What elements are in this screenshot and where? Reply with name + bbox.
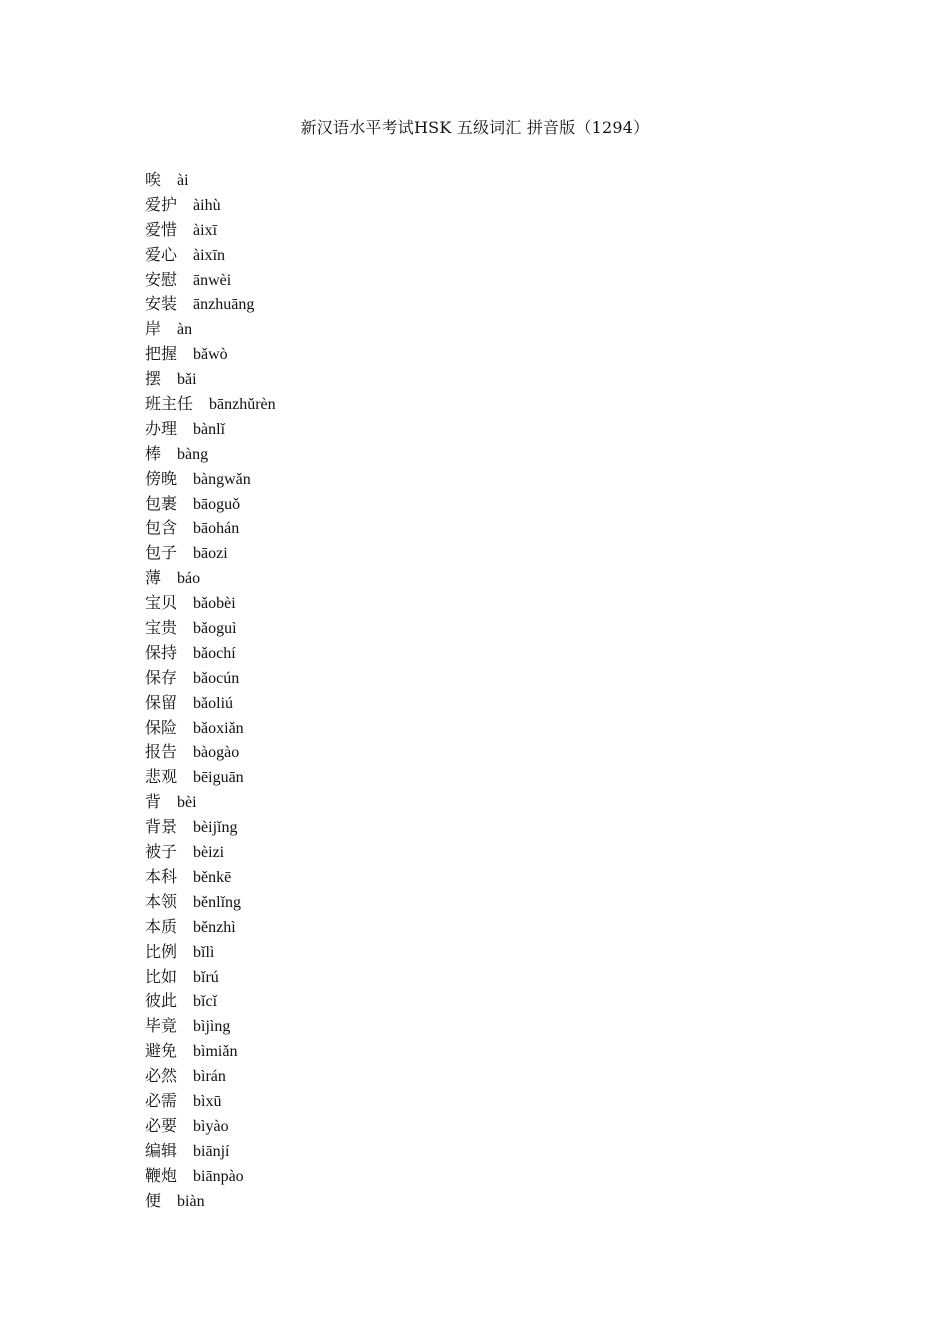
vocab-pinyin: bǎochí bbox=[193, 644, 236, 662]
vocab-pinyin: běnkē bbox=[193, 868, 232, 886]
vocab-entry bbox=[145, 168, 276, 193]
vocab-pinyin: bānzhǔrèn bbox=[209, 396, 276, 414]
vocab-word: 保留 bbox=[145, 692, 178, 712]
vocab-pinyin: báo bbox=[177, 570, 201, 588]
vocab-entry bbox=[145, 1189, 276, 1214]
vocab-pinyin: bǐlì bbox=[193, 943, 215, 961]
vocab-pinyin: àixī bbox=[193, 221, 218, 239]
vocab-word: 背 bbox=[145, 792, 162, 812]
vocab-word: 彼此 bbox=[145, 991, 178, 1011]
vocab-word: 包含 bbox=[145, 518, 178, 538]
vocab-word: 必然 bbox=[145, 1066, 178, 1086]
vocab-entry bbox=[145, 342, 276, 367]
vocab-pinyin: ānwèi bbox=[193, 271, 232, 289]
vocab-word: 包子 bbox=[145, 543, 178, 563]
vocab-pinyin: àixīn bbox=[193, 246, 226, 264]
vocab-entry bbox=[145, 940, 276, 965]
document-title: 新汉语水平考试HSK 五级词汇 拼音版（1294） bbox=[300, 118, 650, 137]
vocab-word: 岸 bbox=[145, 319, 162, 339]
vocab-entry bbox=[145, 417, 276, 442]
vocab-word: 保持 bbox=[145, 642, 178, 662]
vocab-word: 安装 bbox=[145, 294, 178, 314]
vocab-entry bbox=[145, 616, 276, 641]
vocab-pinyin: bāozi bbox=[193, 545, 228, 563]
vocab-word: 摆 bbox=[145, 369, 162, 389]
vocab-word: 本质 bbox=[145, 916, 178, 936]
vocab-entry bbox=[145, 467, 276, 492]
vocab-entry bbox=[145, 591, 276, 616]
vocabulary-list bbox=[145, 168, 276, 1213]
vocab-word: 宝贝 bbox=[145, 593, 178, 613]
vocab-pinyin: bàng bbox=[177, 445, 209, 463]
vocab-entry bbox=[145, 840, 276, 865]
vocab-pinyin: bìrán bbox=[193, 1068, 226, 1086]
vocab-entry bbox=[145, 765, 276, 790]
vocab-entry bbox=[145, 915, 276, 940]
vocab-entry bbox=[145, 1139, 276, 1164]
vocab-pinyin: bǎocún bbox=[193, 669, 240, 687]
vocab-pinyin: bēiguān bbox=[193, 769, 244, 787]
vocab-word: 办理 bbox=[145, 418, 178, 438]
vocab-word: 保险 bbox=[145, 717, 178, 737]
vocab-word: 报告 bbox=[145, 742, 178, 762]
vocab-entry bbox=[145, 193, 276, 218]
vocab-entry bbox=[145, 367, 276, 392]
vocab-pinyin: biānpào bbox=[193, 1167, 244, 1185]
vocab-entry bbox=[145, 392, 276, 417]
vocab-word: 必需 bbox=[145, 1090, 178, 1110]
vocab-pinyin: àihù bbox=[193, 196, 221, 214]
vocab-word: 宝贵 bbox=[145, 618, 178, 638]
vocab-word: 鞭炮 bbox=[145, 1165, 178, 1185]
vocab-entry bbox=[145, 740, 276, 765]
vocab-word: 班主任 bbox=[145, 394, 194, 414]
vocab-pinyin: biānjí bbox=[193, 1142, 230, 1160]
vocab-pinyin: bìjìng bbox=[193, 1018, 231, 1036]
vocab-word: 编辑 bbox=[145, 1140, 178, 1160]
vocab-pinyin: bàngwǎn bbox=[193, 470, 251, 488]
vocab-pinyin: bǐrú bbox=[193, 968, 219, 986]
vocab-pinyin: bǎobèi bbox=[193, 595, 236, 613]
vocab-word: 比例 bbox=[145, 941, 178, 961]
vocab-pinyin: běnlǐng bbox=[193, 893, 242, 911]
vocab-word: 包裹 bbox=[145, 493, 178, 513]
vocab-word: 本科 bbox=[145, 866, 178, 886]
vocab-pinyin: bèijǐng bbox=[193, 819, 238, 837]
vocab-entry bbox=[145, 1039, 276, 1064]
vocab-entry bbox=[145, 716, 276, 741]
vocab-pinyin: bǎi bbox=[177, 371, 197, 389]
vocab-entry bbox=[145, 1064, 276, 1089]
vocab-word: 把握 bbox=[145, 344, 178, 364]
vocab-word: 毕竟 bbox=[145, 1016, 178, 1036]
vocab-word: 棒 bbox=[145, 443, 162, 463]
vocab-pinyin: bǐcǐ bbox=[193, 993, 218, 1011]
vocab-entry bbox=[145, 243, 276, 268]
vocab-pinyin: ānzhuāng bbox=[193, 296, 255, 314]
vocab-word: 背景 bbox=[145, 817, 178, 837]
vocab-word: 悲观 bbox=[145, 767, 178, 787]
vocab-pinyin: ài bbox=[177, 172, 189, 189]
vocab-word: 保存 bbox=[145, 667, 178, 687]
vocab-entry bbox=[145, 442, 276, 467]
vocab-entry bbox=[145, 865, 276, 890]
vocab-entry bbox=[145, 1164, 276, 1189]
vocab-pinyin: bǎwò bbox=[193, 346, 228, 364]
vocab-word: 傍晚 bbox=[145, 468, 178, 488]
vocab-word: 爱心 bbox=[145, 244, 178, 264]
vocab-word: 爱护 bbox=[145, 194, 178, 214]
vocab-entry bbox=[145, 641, 276, 666]
vocab-pinyin: bèizi bbox=[193, 844, 225, 862]
vocab-entry bbox=[145, 566, 276, 591]
vocab-pinyin: bèi bbox=[177, 794, 197, 812]
vocab-word: 避免 bbox=[145, 1041, 178, 1061]
vocab-pinyin: bāohán bbox=[193, 520, 240, 538]
vocab-pinyin: bìxū bbox=[193, 1092, 222, 1110]
vocab-entry bbox=[145, 317, 276, 342]
vocab-entry bbox=[145, 965, 276, 990]
vocab-entry bbox=[145, 790, 276, 815]
vocab-pinyin: bàogào bbox=[193, 744, 240, 762]
vocab-entry bbox=[145, 218, 276, 243]
vocab-entry bbox=[145, 815, 276, 840]
vocab-pinyin: běnzhì bbox=[193, 918, 236, 936]
vocab-word: 安慰 bbox=[145, 269, 178, 289]
vocab-entry bbox=[145, 890, 276, 915]
vocab-entry bbox=[145, 691, 276, 716]
vocab-word: 被子 bbox=[145, 842, 178, 862]
vocab-entry bbox=[145, 1014, 276, 1039]
vocab-entry bbox=[145, 541, 276, 566]
vocab-pinyin: bǎoguì bbox=[193, 620, 237, 638]
vocab-word: 比如 bbox=[145, 966, 178, 986]
vocab-word: 便 bbox=[145, 1190, 162, 1210]
vocab-entry bbox=[145, 1114, 276, 1139]
vocab-entry bbox=[145, 666, 276, 691]
vocab-pinyin: bìyào bbox=[193, 1117, 229, 1135]
vocab-word: 唉 bbox=[145, 170, 162, 189]
vocab-pinyin: bāoguǒ bbox=[193, 495, 241, 513]
vocab-word: 本领 bbox=[145, 891, 178, 911]
vocab-entry bbox=[145, 1089, 276, 1114]
vocab-entry bbox=[145, 516, 276, 541]
vocab-word: 必要 bbox=[145, 1115, 178, 1135]
vocab-pinyin: biàn bbox=[177, 1192, 205, 1210]
vocab-pinyin: bànlǐ bbox=[193, 420, 226, 438]
vocab-entry bbox=[145, 989, 276, 1014]
vocab-entry bbox=[145, 492, 276, 517]
vocab-pinyin: bìmiǎn bbox=[193, 1043, 238, 1061]
vocab-word: 爱惜 bbox=[145, 219, 178, 239]
vocab-entry bbox=[145, 292, 276, 317]
vocab-pinyin: bǎoliú bbox=[193, 694, 234, 712]
vocab-pinyin: àn bbox=[177, 321, 193, 339]
vocab-entry bbox=[145, 268, 276, 293]
vocab-pinyin: bǎoxiǎn bbox=[193, 719, 244, 737]
vocab-word: 薄 bbox=[145, 568, 162, 588]
